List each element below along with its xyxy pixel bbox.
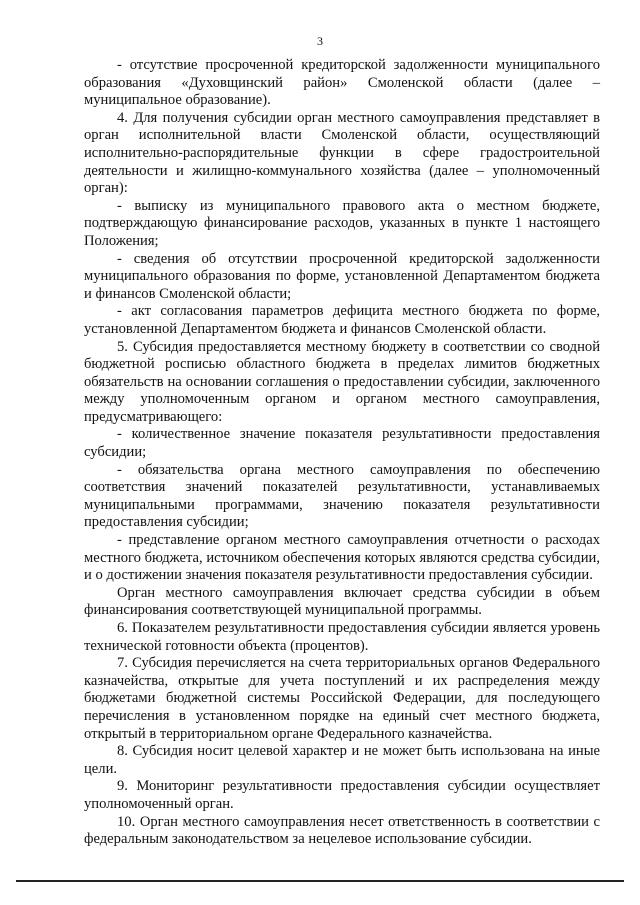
paragraph-item-10: 10. Орган местного самоуправления несет ответственность в соответствии с федеральным законодательством за нецелевое использование субсидии.	[84, 813, 600, 848]
paragraph-item-7: 7. Субсидия перечисляется на счета территориальных органов Федерального казначейства, открытые для учета поступлений и их распределения между бюджетами бюджетной системы Российской Федерации, для последующего перечисления в установленном порядке на единый счет местного бюджета, открытый в территориальном органе Федерального казначейства.	[84, 655, 600, 742]
paragraph-indicator-value: - количественное значение показателя результативности предоставления субсидии;	[84, 426, 600, 461]
paragraph-program-funding: Орган местного самоуправления включает средства субсидии в объем финансирования соответствующей муниципальной программы.	[84, 584, 600, 619]
paragraph-obligations: - обязательства органа местного самоуправления по обеспечению соответствия значений показателей результативности, устанавливаемых муниципальными программами, значению показателя результативности предоставления субсидии;	[84, 461, 600, 531]
paragraph-reporting: - представление органом местного самоуправления отчетности о расходах местного бюджета, источником обеспечения которых являются средства субсидии, и о достижении значения показателя результативности предоставления субсидии.	[84, 532, 600, 584]
paragraph-debt-info: - сведения об отсутствии просроченной кредиторской задолженности муниципального образования по форме, установленной Департаментом бюджета и финансов Смоленской области;	[84, 250, 600, 302]
paragraph-budget-extract: - выписку из муниципального правового акта о местном бюджете, подтверждающую финансирование расходов, указанных в пункте 1 настоящего Положения;	[84, 197, 600, 249]
document-body	[84, 57, 600, 849]
paragraph-debt-absence: - отсутствие просроченной кредиторской задолженности муниципального образования «Духовщинский район» Смоленской области (далее – муниципальное образование).	[84, 57, 600, 109]
paragraph-item-5: 5. Субсидия предоставляется местному бюджету в соответствии со сводной бюджетной росписью областного бюджета в пределах лимитов бюджетных обязательств на основании соглашения о предоставлении субсидии, заключенного между уполномоченным органом и органом местного самоуправления, предусматривающего:	[84, 338, 600, 425]
paragraph-deficit-act: - акт согласования параметров дефицита местного бюджета по форме, установленной Департаментом бюджета и финансов Смоленской области.	[84, 303, 600, 337]
page-number: 3	[317, 34, 323, 48]
bottom-rule	[16, 880, 624, 882]
paragraph-item-4: 4. Для получения субсидии орган местного самоуправления представляет в орган исполнительной власти Смоленской области, осуществляющий исполнительно-распорядительные функции в сфере градостроительной деятельности и жилищно-коммунального хозяйства (далее – уполномоченный орган):	[84, 109, 600, 197]
paragraph-item-9: 9. Мониторинг результативности предоставления субсидии осуществляет уполномоченный орган.	[84, 778, 600, 812]
paragraph-item-6: 6. Показателем результативности предоставления субсидии является уровень технической готовности объекта (процентов).	[84, 620, 600, 654]
paragraph-item-8: 8. Субсидия носит целевой характер и не может быть использована на иные цели.	[84, 743, 600, 777]
